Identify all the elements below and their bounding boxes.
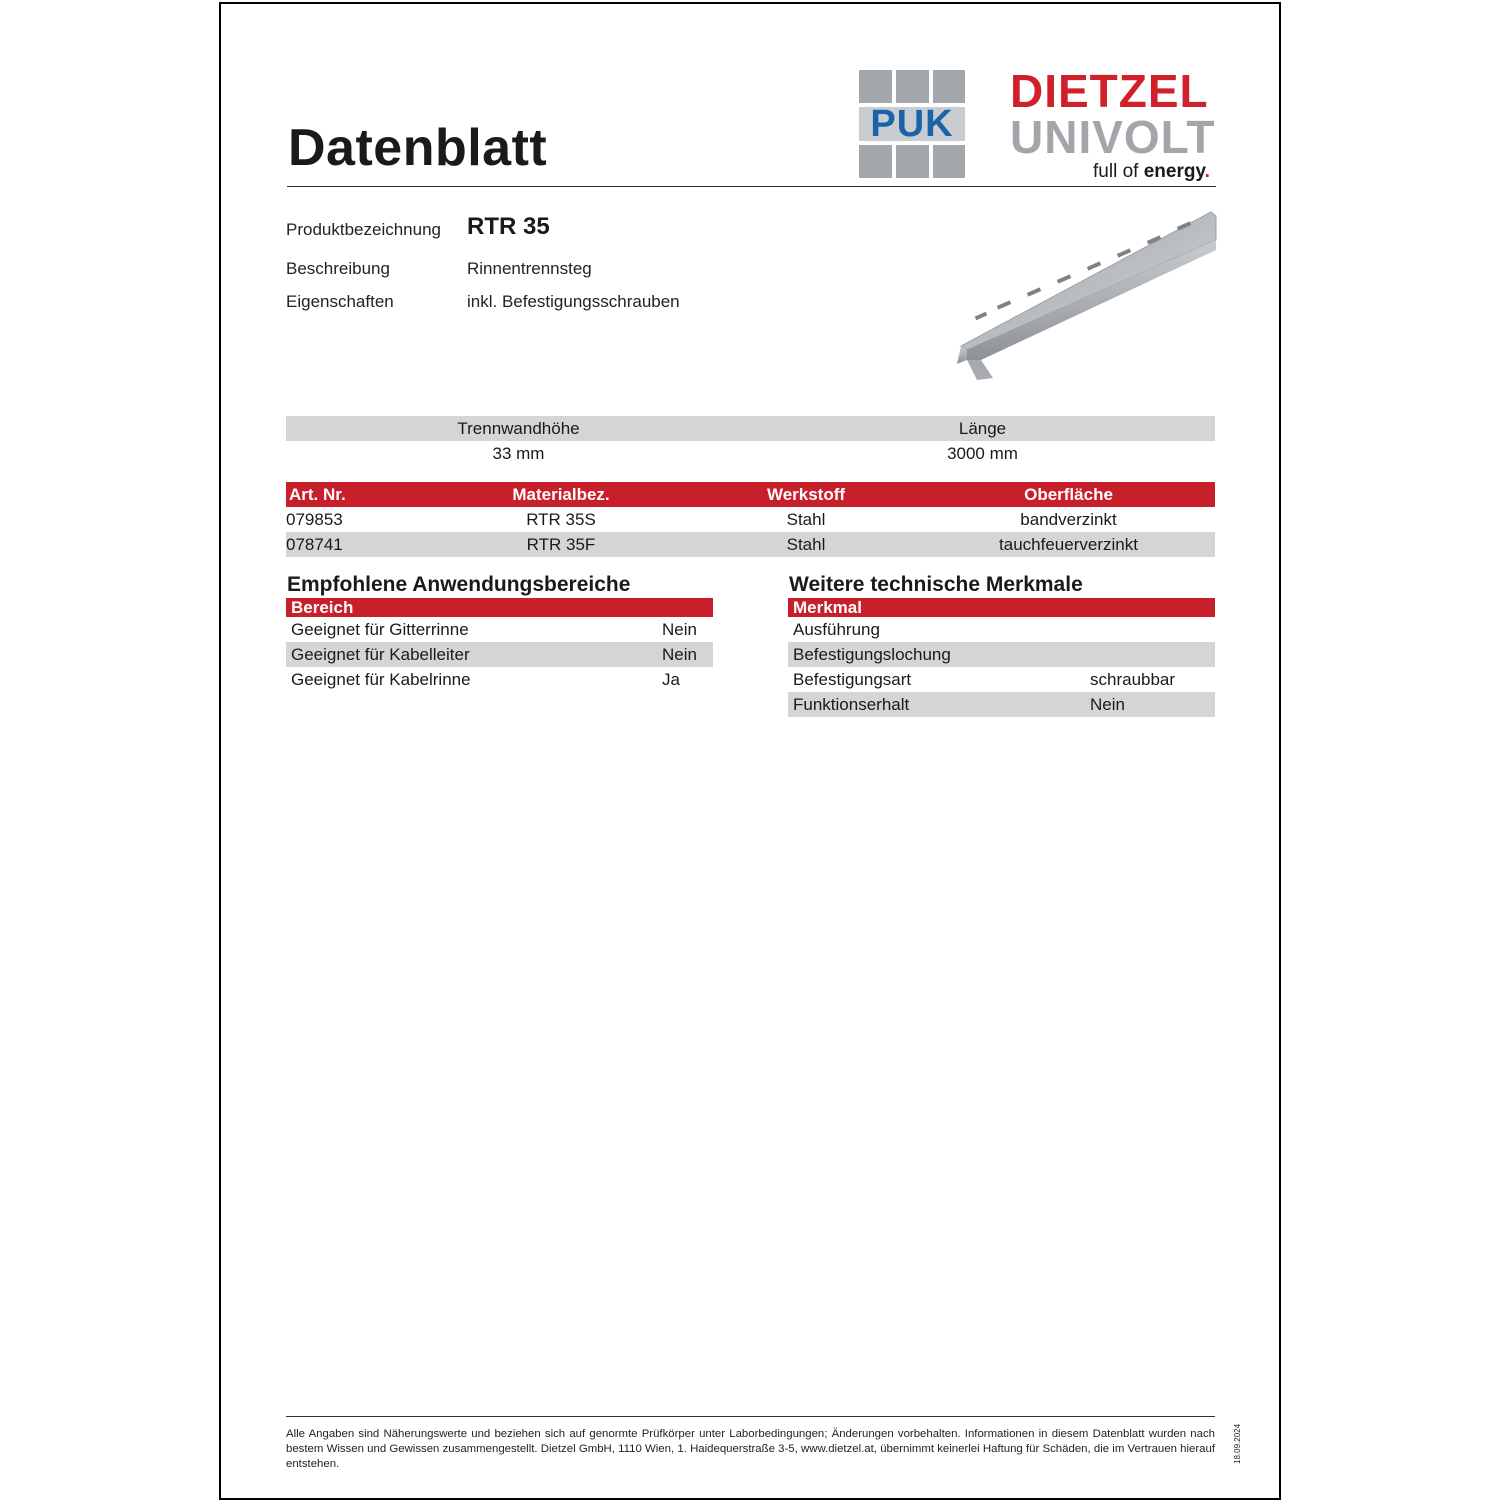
description-label: Beschreibung bbox=[286, 259, 390, 278]
height-label: Trennwandhöhe bbox=[457, 419, 580, 438]
col-art-nr: Art. Nr. bbox=[289, 485, 346, 504]
features-table bbox=[788, 598, 1215, 717]
features-header: Merkmal bbox=[788, 598, 1215, 617]
product-name: RTR 35 bbox=[467, 213, 550, 240]
description-value: Rinnentrennsteg bbox=[467, 259, 592, 278]
article-table-header bbox=[286, 482, 1215, 507]
product-image bbox=[937, 210, 1217, 390]
length-value: 3000 mm bbox=[947, 444, 1018, 463]
features-title: Weitere technische Merkmale bbox=[789, 573, 1083, 596]
properties-value: inkl. Befestigungsschrauben bbox=[467, 292, 680, 311]
table-row: 079853 RTR 35S Stahl bandverzinkt bbox=[286, 510, 1117, 529]
page-title: Datenblatt bbox=[288, 119, 548, 177]
footer-disclaimer: Alle Angaben sind Näherungswerte und beziehen sich auf genormte Prüfkörper unter Laborbedingungen; Änderungen vorbehalten. Informationen in diesem Datenblatt wurden nach bestem Wissen und Gewissen zusammengestellt. Dietzel GmbH, 1110 Wien, 1. Haidequerstraße 3-5, www.dietzel.at, übernimmt keinerlei Haftung für Schäden, die im Vertrauen hierauf entstehen. bbox=[286, 1428, 1215, 1470]
article-table bbox=[286, 482, 1215, 557]
applications-title: Empfohlene Anwendungsbereiche bbox=[287, 573, 631, 596]
document-date: 18.09.2024 bbox=[1233, 1423, 1242, 1464]
table-row: Geeignet für Gitterrinne Nein bbox=[291, 620, 697, 639]
length-label: Länge bbox=[958, 419, 1007, 438]
univolt-logo-text: UNIVOLT bbox=[1010, 111, 1216, 163]
col-werkstoff: Werkstoff bbox=[766, 485, 846, 504]
dimensions-values bbox=[286, 441, 1215, 466]
col-material: Materialbez. bbox=[512, 485, 610, 504]
table-row: Geeignet für Kabelrinne Ja bbox=[291, 670, 680, 689]
table-row: Befestigungsart schraubbar bbox=[793, 670, 1176, 689]
puk-logo bbox=[859, 70, 965, 178]
properties-label: Eigenschaften bbox=[286, 292, 394, 311]
footer-divider bbox=[286, 1416, 1215, 1417]
applications-header: Bereich bbox=[286, 598, 713, 617]
table-row: Geeignet für Kabelleiter Nein bbox=[286, 642, 713, 667]
table-row: 078741 RTR 35F Stahl tauchfeuerverzinkt bbox=[286, 532, 1215, 557]
puk-logo-text: PUK bbox=[870, 103, 954, 145]
datasheet-page bbox=[219, 2, 1281, 1500]
brand-tagline: full of energy. bbox=[1093, 161, 1210, 182]
applications-table bbox=[286, 598, 713, 692]
col-oberflaeche: Oberfläche bbox=[1024, 485, 1113, 504]
dimensions-header bbox=[286, 416, 1215, 441]
dietzel-logo-text: DIETZEL bbox=[1010, 65, 1209, 117]
table-row: Funktionserhalt Nein bbox=[788, 692, 1215, 717]
product-name-label: Produktbezeichnung bbox=[286, 220, 442, 239]
height-value: 33 mm bbox=[492, 444, 545, 463]
title-divider bbox=[287, 186, 1216, 187]
table-row: Befestigungslochung bbox=[788, 642, 1215, 667]
table-row: Ausführung bbox=[793, 620, 880, 639]
